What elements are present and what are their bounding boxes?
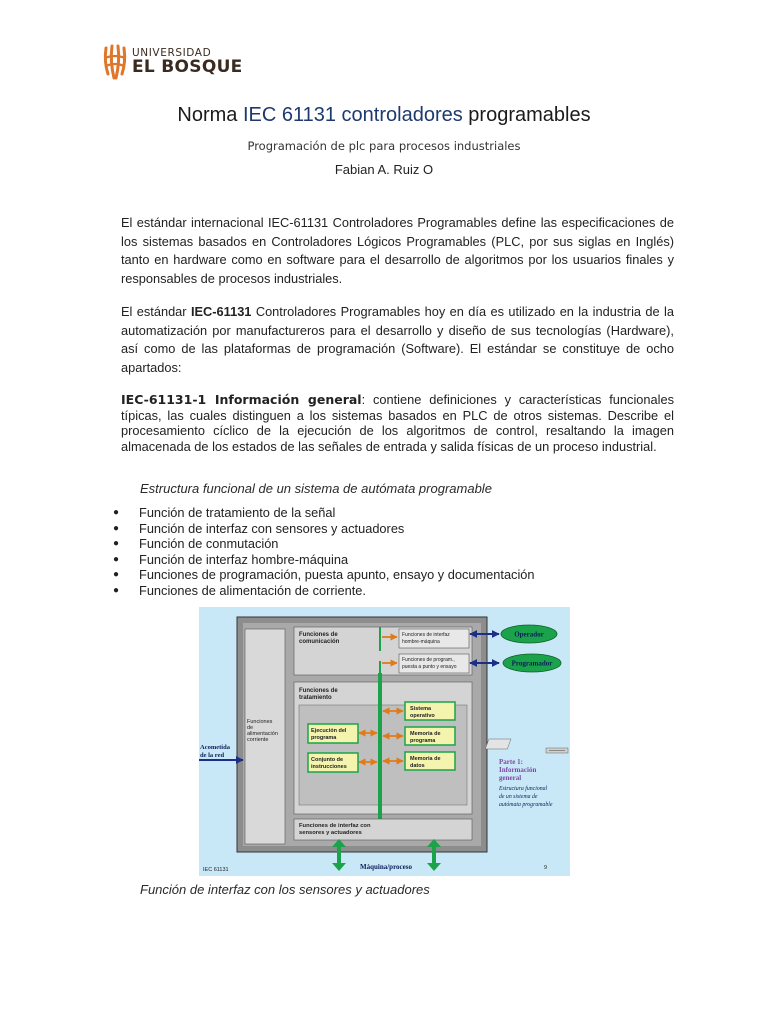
title-part-1: Norma bbox=[177, 104, 243, 126]
label-memoria-programa-2: programa bbox=[410, 738, 436, 744]
plc-structure-diagram bbox=[199, 607, 570, 876]
label-parte-3: general bbox=[499, 774, 522, 782]
title-part-3: controladores bbox=[336, 104, 463, 126]
label-interfaz-hm-1: Funciones de interfaz bbox=[402, 632, 450, 638]
label-page-number: 9 bbox=[544, 865, 548, 871]
caption-structure: Estructura funcional de un sistema de autómata programable bbox=[140, 481, 492, 496]
paragraph-part1-body: : contiene definiciones y características funcionales típicas, las cuales distinguen a los sistemas basados en PLC de otros sistemas. Describe el procesamiento cíclico de la ejecución de los algoritmos de control, resaltando la imagen almacenada de los estados de las señales de entrada y salida físicas de un proceso industrial. bbox=[121, 392, 674, 454]
label-operador: Operador bbox=[514, 630, 544, 639]
label-comunicacion-2: comunicación bbox=[299, 639, 340, 645]
label-conjunto-1: Conjunto de bbox=[311, 757, 344, 763]
list-item-text: Función de interfaz hombre-máquina bbox=[139, 551, 349, 567]
paragraph-part1-heading: IEC-61131-1 Información general bbox=[121, 392, 362, 407]
list-item bbox=[113, 521, 535, 537]
label-alimentacion-2: de bbox=[247, 725, 254, 731]
label-sistema-operativo-1: Sistema bbox=[410, 706, 432, 712]
label-programacion-1: Funciones de program., bbox=[402, 657, 455, 663]
list-item-text: Función de interfaz con sensores y actuadores bbox=[139, 520, 405, 536]
label-interfaz-hm-2: hombre-máquina bbox=[402, 639, 440, 645]
label-conjunto-2: instrucciones bbox=[311, 764, 347, 770]
label-parte-1: Parte 1: bbox=[499, 758, 523, 766]
title-part-2: IEC 61131 bbox=[242, 104, 336, 126]
bullet-marker: ● bbox=[113, 522, 120, 534]
list-item bbox=[113, 567, 535, 583]
label-ejecucion-2: programa bbox=[311, 735, 337, 741]
paragraph-intro: El estándar internacional IEC-61131 Controladores Programables define las especificaciones de los sistemas basados en Controladores Lógicos Programables (PLC, por sus siglas en Inglés) tanto en hardware como en software para el desarrollo de algoritmos por los usuarios finales y responsables de procesos industriales. bbox=[121, 215, 674, 286]
label-footer-left: IEC 61131 bbox=[203, 867, 229, 873]
logo-bottom-text: EL BOSQUE bbox=[132, 56, 243, 77]
document-author: Fabian A. Ruiz O bbox=[334, 162, 434, 177]
bullet-marker: ● bbox=[113, 584, 120, 596]
label-alimentacion-1: Funciones bbox=[247, 719, 273, 725]
list-item bbox=[113, 536, 535, 552]
document-subtitle: Programación de plc para procesos industriales bbox=[247, 139, 521, 153]
list-item bbox=[113, 552, 535, 568]
list-item bbox=[113, 583, 535, 599]
label-tratamiento-1: Funciones de bbox=[299, 688, 338, 694]
bullet-marker: ● bbox=[113, 553, 120, 565]
paragraph-standard bbox=[121, 303, 674, 377]
university-logo bbox=[102, 44, 243, 80]
caption-interfaz: Función de interfaz con los sensores y actuadores bbox=[140, 882, 430, 897]
label-memoria-datos-2: datos bbox=[410, 763, 425, 769]
list-item-text: Función de conmutación bbox=[139, 536, 279, 551]
label-acometida-1: Acometida bbox=[200, 744, 230, 751]
paragraph-standard-pre: El estándar bbox=[121, 304, 191, 319]
paragraph-part1 bbox=[121, 392, 674, 454]
title-part-4: programables bbox=[462, 104, 591, 126]
logo-top-text: UNIVERSIDAD bbox=[132, 47, 212, 60]
paragraph-standard-post: Controladores Programables hoy en día es utilizado en la industria de la automatización por manufactureros para el desarrollo y diseño de sus tecnologías (Hardware), así como de las plataformas de programación (Software). El estándar se constituye de ocho apartados: bbox=[121, 304, 674, 375]
label-programacion-2: puesta a punto y ensayo bbox=[402, 664, 457, 670]
list-item bbox=[113, 505, 535, 521]
label-parte-desc-2: de un sistema de bbox=[499, 794, 538, 800]
label-parte-2: Información bbox=[499, 766, 537, 774]
university-seal-icon bbox=[102, 44, 128, 80]
label-comunicacion-1: Funciones de bbox=[299, 632, 338, 638]
label-alimentacion-3: alimentación bbox=[247, 731, 278, 737]
label-memoria-datos-1: Memoria de bbox=[410, 756, 441, 762]
bullet-marker: ● bbox=[113, 569, 120, 580]
label-parte-desc-3: autómata programable bbox=[499, 802, 553, 808]
paragraph-standard-bold: IEC-61131 bbox=[190, 304, 252, 319]
label-ejecucion-1: Ejecución del bbox=[311, 728, 347, 734]
bullet-marker: ● bbox=[113, 538, 120, 549]
label-memoria-programa-1: Memoria de bbox=[410, 731, 441, 737]
label-programador: Programador bbox=[511, 659, 553, 668]
label-acometida-2: de la red bbox=[200, 752, 225, 759]
label-interfaz-sensores-2: sensores y actuadores bbox=[299, 830, 362, 836]
label-sistema-operativo-2: operativo bbox=[410, 713, 435, 719]
label-interfaz-sensores-1: Funciones de interfaz con bbox=[299, 823, 371, 829]
list-item-text: Funciones de programación, puesta apunto, ensayo y documentación bbox=[139, 567, 535, 582]
label-tratamiento-2: tratamiento bbox=[299, 695, 332, 701]
list-item-text: Funciones de alimentación de corriente. bbox=[139, 582, 366, 598]
function-list bbox=[113, 505, 535, 598]
document-title bbox=[0, 104, 768, 127]
label-maquina: Máquina/proceso bbox=[360, 863, 412, 871]
label-alimentacion-4: corriente bbox=[247, 737, 269, 743]
list-item-text: Función de tratamiento de la señal bbox=[139, 505, 336, 520]
label-parte-desc-1: Estructura funcional bbox=[499, 786, 548, 792]
bullet-marker: ● bbox=[113, 507, 120, 518]
